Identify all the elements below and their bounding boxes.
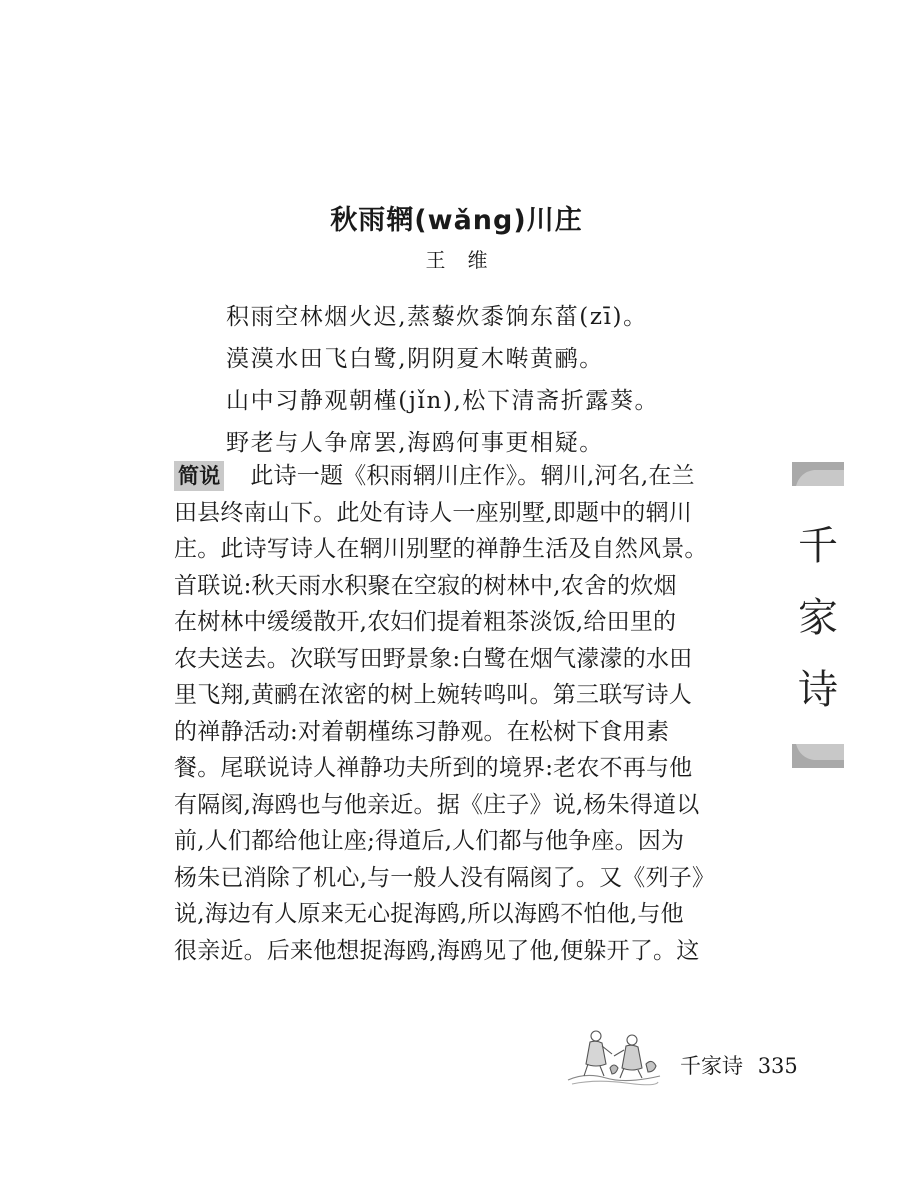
commentary-line: 在树林中缓缓散开,农妇们提着粗茶淡饭,给田里的 (174, 609, 677, 635)
commentary-line: 农夫送去。次联写田野景象:白鹭在烟气濛濛的水田 (174, 645, 693, 672)
commentary-line: 田县终南山下。此处有诗人一座别墅,即题中的辋川 (174, 499, 692, 526)
commentary-line: 杨朱已消除了机心,与一般人没有隔阂了。又《列子》 (174, 864, 716, 891)
commentary-line: 此诗一题《积雨辋川庄作》。辋川,河名,在兰 (250, 463, 695, 489)
commentary-line: 很亲近。后来他想捉海鸥,海鸥见了他,便躲开了。这 (174, 937, 700, 964)
poem-body (226, 296, 659, 464)
commentary-line: 里飞翔,黄鹂在浓密的树上婉转鸣叫。第三联写诗人 (174, 682, 692, 708)
poem-line: 漠漠水田飞白鹭,阴阴夏木啭黄鹂。 (226, 346, 604, 372)
commentary-line-first (174, 458, 744, 495)
tab-char: 千 (798, 523, 838, 569)
page-number: 335 (757, 1054, 798, 1078)
tab-characters (792, 510, 844, 726)
two-scholars-illustration-icon (566, 1024, 662, 1086)
tab-bracket-top-icon (792, 462, 844, 486)
page-footer (680, 1050, 806, 1080)
commentary-line: 有隔阂,海鸥也与他亲近。据《庄子》说,杨朱得道以 (174, 791, 700, 818)
commentary-label: 简说 (174, 461, 224, 491)
commentary-line: 庄。此诗写诗人在辋川别墅的禅静生活及自然风景。 (174, 536, 708, 562)
commentary-line: 前,人们都给他让座;得道后,人们都与他争座。因为 (174, 828, 685, 854)
poem-line: 山中习静观朝槿(jǐn),松下清斋折露葵。 (226, 388, 660, 414)
poem-line: 野老与人争席罢,海鸥何事更相疑。 (226, 430, 604, 456)
tab-char: 诗 (798, 667, 838, 713)
commentary-line: 的禅静活动:对着朝槿练习静观。在松树下食用素 (174, 718, 670, 745)
commentary-line: 首联说:秋天雨水积聚在空寂的树林中,农舍的炊烟 (174, 572, 677, 599)
footer-book-title: 千家诗 (680, 1054, 743, 1078)
tab-bracket-bottom-icon (792, 744, 844, 768)
poem-author: 王维 (425, 248, 510, 272)
side-chapter-tab (792, 462, 844, 768)
poem-title: 秋雨辋(wǎng)川庄 (330, 205, 583, 236)
poem-line: 积雨空林烟火迟,蒸藜炊黍饷东菑(zī)。 (226, 304, 648, 330)
commentary-line: 说,海边有人原来无心捉海鸥,所以海鸥不怕他,与他 (174, 901, 684, 927)
tab-char: 家 (798, 595, 838, 641)
commentary-section (174, 458, 744, 969)
commentary-line: 餐。尾联说诗人禅静功夫所到的境界:老农不再与他 (174, 755, 693, 781)
